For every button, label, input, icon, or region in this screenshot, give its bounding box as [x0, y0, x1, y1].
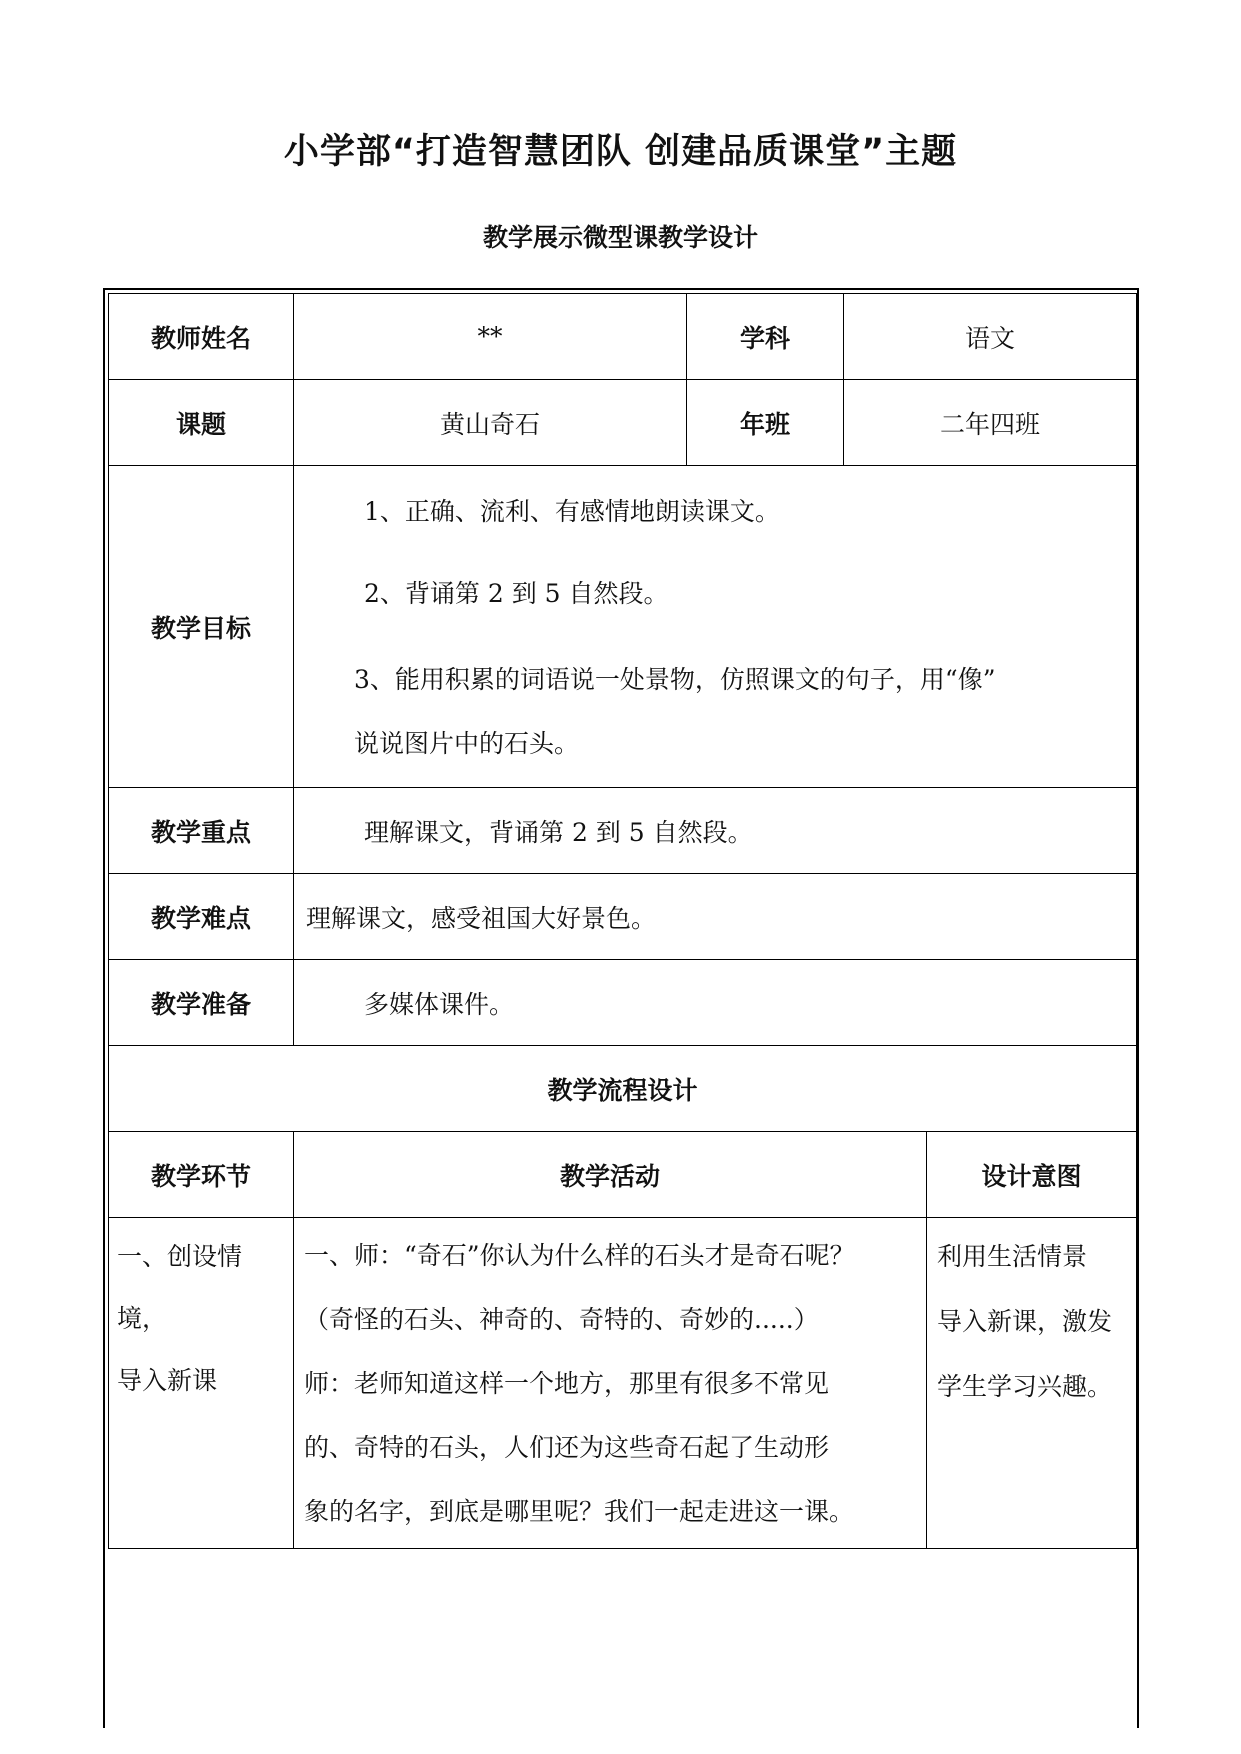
flow-step-cell [109, 1218, 294, 1549]
col-header-activity: 教学活动 [294, 1132, 927, 1218]
difficulties-label: 教学难点 [109, 874, 294, 960]
topic-value: 黄山奇石 [294, 380, 687, 466]
flow-intent-text [927, 1218, 1136, 1419]
flow-row [109, 1218, 1137, 1549]
flow-intent-line: 学生学习兴趣。 [937, 1372, 1113, 1401]
flow-activity-line: （奇怪的石头、神奇的、奇特的、奇妙的.....） [304, 1305, 819, 1334]
preparation-label: 教学准备 [109, 960, 294, 1046]
row-flow-headers [109, 1132, 1137, 1218]
row-flow-heading [109, 1046, 1137, 1132]
topic-label: 课题 [109, 380, 294, 466]
subject-value: 语文 [844, 294, 1137, 380]
row-difficulties [109, 874, 1137, 960]
class-label: 年班 [687, 380, 844, 466]
key-points-label: 教学重点 [109, 788, 294, 874]
flow-heading: 教学流程设计 [109, 1046, 1137, 1132]
row-topic [109, 380, 1137, 466]
flow-activity-line: 一、师：“奇石”你认为什么样的石头才是奇石呢？ [304, 1241, 855, 1270]
flow-activity-text [294, 1218, 926, 1544]
teacher-label: 教师姓名 [109, 294, 294, 380]
class-value: 二年四班 [844, 380, 1137, 466]
row-key-points [109, 788, 1137, 874]
flow-intent-cell [927, 1218, 1137, 1549]
flow-activity-line: 师：老师知道这样一个地方，那里有很多不常见 [304, 1369, 830, 1398]
flow-step-line: 导入新课 [117, 1366, 218, 1395]
preparation-value: 多媒体课件。 [294, 960, 1137, 1046]
key-points-value: 理解课文，背诵第 2 到 5 自然段。 [294, 788, 1137, 874]
row-teacher [109, 294, 1137, 380]
flow-intent-line: 导入新课，激发 [937, 1307, 1113, 1336]
flow-intent-line: 利用生活情景 [937, 1242, 1088, 1271]
document-title: 小学部“打造智慧团队 创建品质课堂”主题 [283, 132, 958, 172]
flow-activity-line: 的、奇特的石头，人们还为这些奇石起了生动形 [304, 1433, 830, 1462]
flow-activity-cell [294, 1218, 927, 1549]
goals-label: 教学目标 [109, 466, 294, 788]
lesson-plan-table [108, 293, 1137, 1549]
goals-content [294, 466, 1137, 788]
subject-label: 学科 [687, 294, 844, 380]
flow-step-text [109, 1218, 293, 1412]
row-preparation [109, 960, 1137, 1046]
difficulties-value: 理解课文，感受祖国大好景色。 [294, 874, 1137, 960]
goal-item: 3、能用积累的词语说一处景物，仿照课文的句子，用“像” [354, 665, 996, 694]
teacher-value: ** [294, 294, 687, 380]
flow-step-line: 一、创设情境， [117, 1242, 243, 1333]
goal-item: 说说图片中的石头。 [354, 729, 580, 758]
row-goals [109, 466, 1137, 788]
goal-item: 1、正确、流利、有感情地朗读课文。 [364, 497, 780, 526]
col-header-step: 教学环节 [109, 1132, 294, 1218]
goal-item: 2、背诵第 2 到 5 自然段。 [364, 579, 669, 608]
document-subtitle: 教学展示微型课教学设计 [482, 223, 758, 252]
flow-activity-line: 象的名字，到底是哪里呢？我们一起走进这一课。 [304, 1497, 855, 1526]
col-header-intent: 设计意图 [927, 1132, 1137, 1218]
